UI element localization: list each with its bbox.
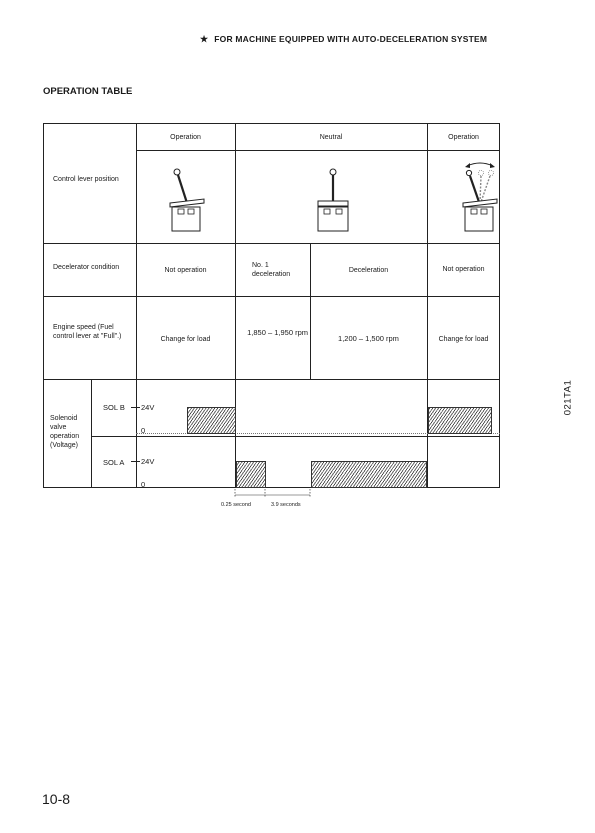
- sol-a-signal-second: [311, 461, 427, 488]
- sol-b-zero: 0: [141, 426, 146, 435]
- decelerator-value-4: Not operation: [442, 266, 485, 273]
- sol-a-24v: 24V: [141, 457, 155, 466]
- decelerator-value-2: No. 1 deceleration: [252, 262, 291, 278]
- page-number: 10-8: [42, 791, 71, 807]
- lever-forward-icon: [162, 166, 212, 236]
- header-note-text: FOR MACHINE EQUIPPED WITH AUTO-DECELERATION SYSTEM: [214, 34, 488, 44]
- section-title: OPERATION TABLE: [43, 86, 133, 97]
- header-note: [200, 34, 487, 45]
- engine-speed-value-1: Change for load: [160, 336, 211, 343]
- solenoid-label: Solenoid valve operation (Voltage): [50, 415, 80, 449]
- header-operation-left: Operation: [170, 134, 201, 141]
- sol-a-label: SOL A: [103, 458, 125, 467]
- header-operation-right: Operation: [448, 134, 479, 141]
- sol-a-signal-first: [236, 461, 266, 488]
- side-code: 021TA1: [562, 379, 574, 416]
- decelerator-value-1: Not operation: [164, 267, 207, 274]
- decelerator-value-3: Deceleration: [348, 267, 389, 274]
- sol-a-zero: 0: [141, 480, 146, 489]
- sol-b-24v: 24V: [141, 403, 155, 412]
- header-neutral: Neutral: [319, 134, 343, 141]
- timing-label-2: 3.9 seconds: [271, 502, 301, 508]
- engine-speed-label: Engine speed (Fuel control lever at "Full".): [53, 324, 122, 340]
- star-icon: ★: [200, 34, 209, 44]
- lever-swing-icon: [455, 157, 505, 237]
- decelerator-label: Decelerator condition: [53, 264, 120, 271]
- engine-speed-value-2: 1,850 – 1,950 rpm: [247, 328, 308, 337]
- lever-neutral-icon: [308, 166, 358, 236]
- sol-b-label: SOL B: [103, 403, 125, 412]
- engine-speed-value-3: 1,200 – 1,500 rpm: [338, 334, 399, 343]
- control-lever-label: Control lever position: [53, 176, 119, 183]
- operation-table: [43, 123, 500, 488]
- engine-speed-value-4: Change for load: [438, 336, 489, 343]
- sol-b-signal-right: [428, 407, 492, 434]
- sol-b-signal-left: [187, 407, 236, 434]
- timing-label-1: 0.25 second: [221, 502, 251, 508]
- timing-marker-icon: [230, 488, 320, 502]
